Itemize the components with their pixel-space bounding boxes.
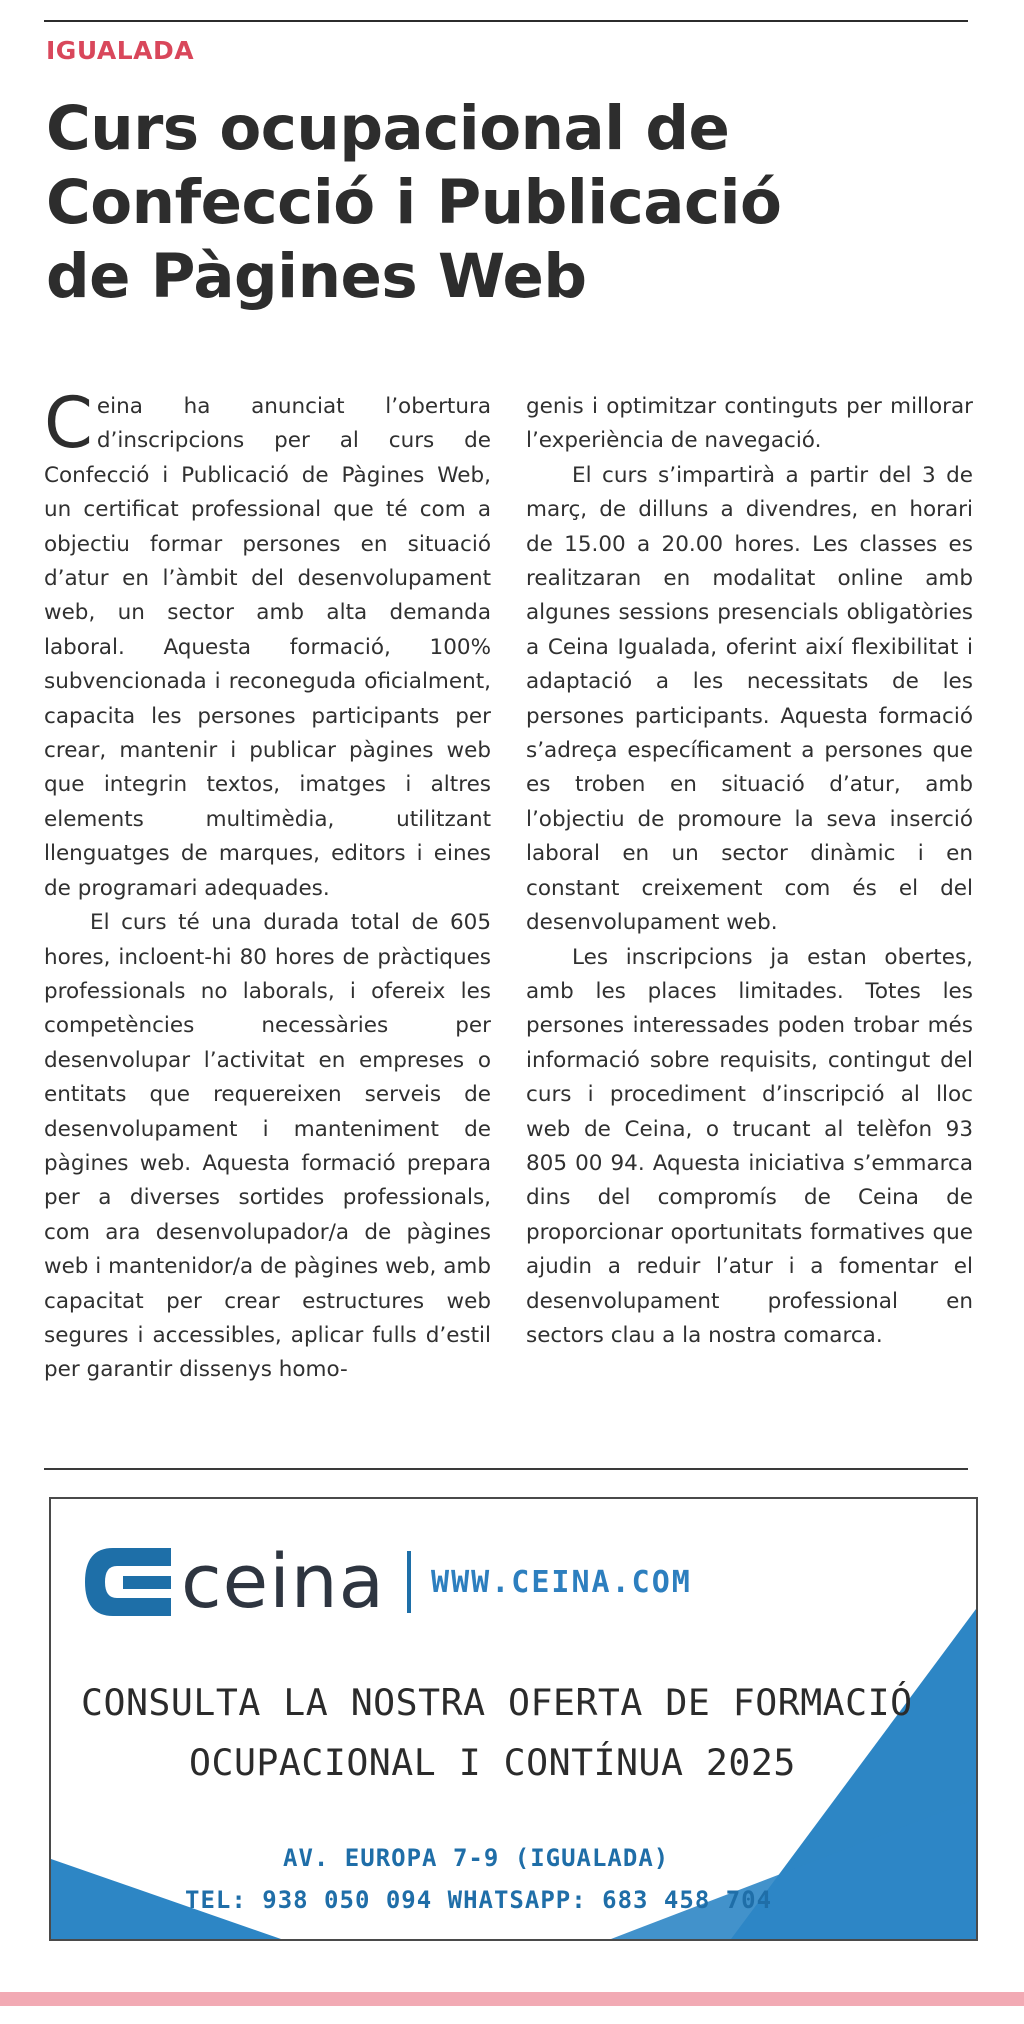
section-label: IGUALADA [46,36,195,65]
paragraph-1-text: eina ha anunciat l’obertura d’inscripcions per al curs de Confecció i Publicació de Pàgines Web, un certificat professional que té com a objectiu formar persones en situació d’atur en l’àmbit del desenvolupament web, un sector amb alta demanda laboral. Aquesta formació, 100% subvencionada i reconeguda oficialment, capacita les persones participants per crear, mantenir i publicar pàgines web que integrin textos, imatges i altres elements multimèdia, utilitzant llenguatges de marques, editors i eines de programari adequades. [44,394,491,901]
brand-name: ceina [181,1539,386,1625]
ad-address: AV. EUROPA 7-9 (IGUALADA) [283,1844,670,1872]
headline-line-2: Confecció i Publicació [46,167,782,238]
paragraph-4: El curs s’impartirà a partir del 3 de març, de dilluns a divendres, en horari de 15.00 a 20.00 hores. Les classes es realitzaran en modalitat online amb algunes sessions presencials obligatòries a Ceina Igualada, oferint així flexibilitat i adaptació a les necessitats de les persones participants. Aquesta formació s’adreça específicament a persones que es troben en situació d’atur, amb l’objectiu de promoure la seva inserció laboral en un sector dinàmic i en constant creixement com és el del desenvolupament web. [526,462,973,936]
ad-headline-line-1: CONSULTA LA NOSTRA OFERTA DE FORMACIÓ [81,1681,913,1724]
ad-telephone: TEL: 938 050 094 WHATSAPP: 683 458 704 [185,1886,773,1914]
paragraph-3: genis i optimitzar continguts per millorar l’experiència de navegació. [526,394,973,454]
advertisement[interactable] [49,1497,978,1941]
ceina-logo-icon [83,1546,173,1618]
top-rule [44,20,968,22]
article-column-1 [44,382,491,1388]
headline [46,92,966,314]
headline-line-3: de Pàgines Web [46,241,587,312]
paragraph-5: Les inscripcions ja estan obertes, amb les places limitades. Totes les persones interessades poden trobar més informació sobre requisits, contingut del curs i procediment d’inscripció al lloc web de Ceina, o trucant al telèfon 93 805 00 94. Aquesta iniciativa s’emmarca dins del compromís de Ceina de proporcionar oportunitats formatives que ajudin a reduir l’atur i a fomentar el desenvolupament professional en sectors clau a la nostra comarca. [526,944,973,1348]
dropcap: C [44,382,93,464]
ceina-logo [83,1537,692,1627]
paragraph-2: El curs té una durada total de 605 hores, incloent-hi 80 hores de pràctiques professionals no laborals, i ofereix les competències necessàries per desenvolupar l’activitat en empreses o entitats que requereixen serveis de desenvolupament i manteniment de pàgines web. Aquesta formació prepara per a diverses sortides professionals, com ara desenvolupador/a de pàgines web i mantenidor/a de pàgines web, amb capacitat per crear estructures web segures i accessibles, aplicar fulls d’estil per garantir dissenys homo- [44,910,491,1383]
website-link[interactable]: WWW.CEINA.COM [431,1564,692,1600]
bottom-accent-rule [0,1992,1024,2006]
divider-rule [44,1468,968,1470]
ad-headline-line-2: OCUPACIONAL I CONTÍNUA 2025 [189,1741,796,1784]
logo-separator [407,1551,411,1613]
paragraph-1 [44,382,491,906]
headline-line-1: Curs ocupacional de [46,93,730,164]
article-column-2 [526,390,973,1353]
